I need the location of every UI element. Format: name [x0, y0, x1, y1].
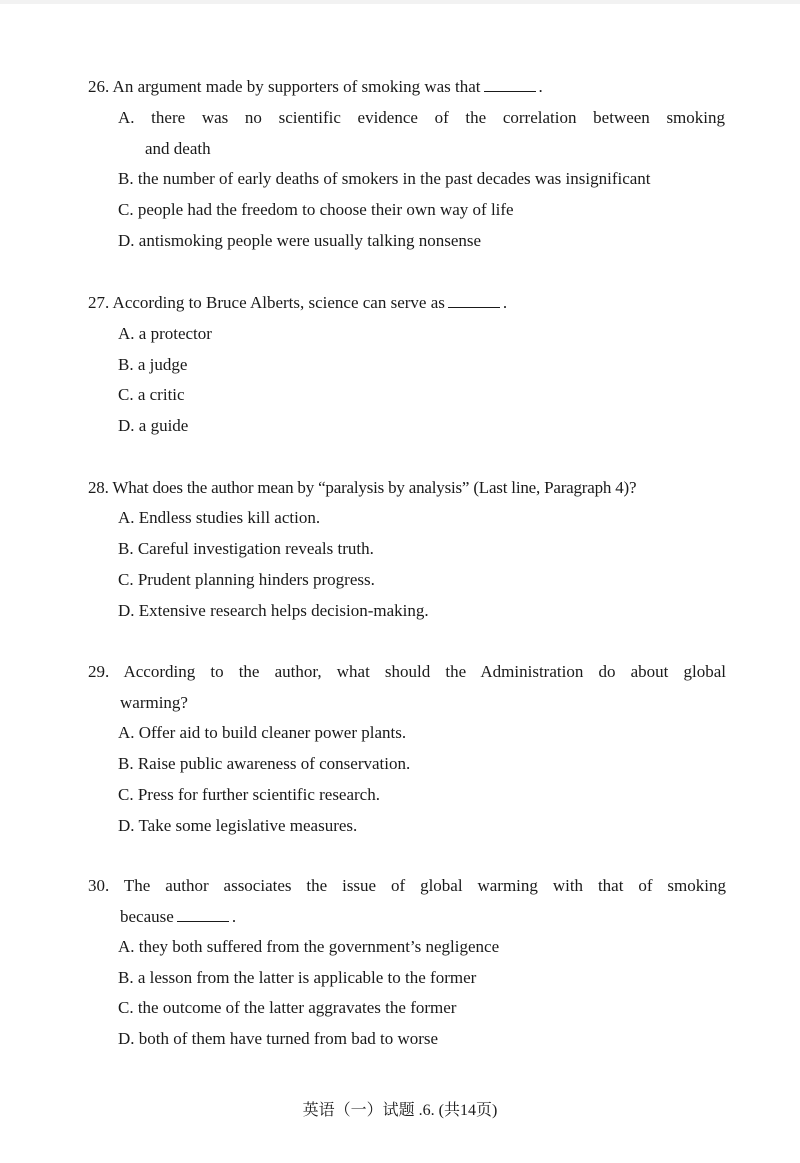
question-28-option-b: B. Careful investigation reveals truth. [118, 539, 374, 558]
question-30-option-b: B. a lesson from the latter is applicable to the former [118, 968, 477, 987]
question-26-stem [88, 76, 543, 98]
question-29-option-c: C. Press for further scientific research. [118, 785, 380, 804]
question-30-period: . [231, 907, 237, 926]
question-30-stem-continued [120, 906, 236, 928]
page-footer: 英语（一）试题 .6. (共14页) [302, 1102, 498, 1119]
question-26-period: . [538, 77, 543, 96]
answer-blank [177, 907, 229, 922]
answer-blank [484, 77, 536, 92]
question-27-option-b: B. a judge [118, 355, 188, 374]
question-26-text: 26. An argument made by supporters of smoking was that [88, 77, 481, 96]
question-27-stem [88, 292, 507, 314]
question-26-option-b: B. the number of early deaths of smokers in the past decades was insignificant [118, 169, 651, 188]
question-27-text: 27. According to Bruce Alberts, science can serve as [88, 293, 445, 312]
question-27-option-c: C. a critic [118, 385, 185, 404]
question-30-option-d: D. both of them have turned from bad to worse [118, 1029, 439, 1048]
question-30-because: because [120, 907, 174, 926]
top-edge [0, 0, 800, 4]
question-29-stem-continued: warming? [120, 693, 188, 712]
question-30-stem: 30. The author associates the issue of global warming with that of smoking [88, 876, 726, 895]
question-28-option-c: C. Prudent planning hinders progress. [118, 570, 375, 589]
question-28-option-d: D. Extensive research helps decision-making. [118, 601, 429, 620]
question-29-option-d: D. Take some legislative measures. [118, 816, 358, 835]
question-30-option-c: C. the outcome of the latter aggravates the former [118, 998, 457, 1017]
question-29-option-a: A. Offer aid to build cleaner power plants. [118, 723, 407, 742]
question-26-option-a-continued: and death [145, 139, 211, 158]
question-26-option-c: C. people had the freedom to choose their own way of life [118, 200, 514, 219]
question-26-option-a: A. there was no scientific evidence of the correlation between smoking [118, 108, 725, 127]
question-27-option-a: A. a protector [118, 324, 212, 343]
question-28-stem: 28. What does the author mean by “paralysis by analysis” (Last line, Paragraph 4)? [88, 478, 637, 497]
question-27-option-d: D. a guide [118, 416, 189, 435]
question-28-option-a: A. Endless studies kill action. [118, 508, 321, 527]
question-26-option-d: D. antismoking people were usually talking nonsense [118, 231, 482, 250]
question-29-option-b: B. Raise public awareness of conservation. [118, 754, 411, 773]
question-29-stem: 29. According to the author, what should the Administration do about global [88, 662, 726, 681]
question-30-option-a: A. they both suffered from the government’s negligence [118, 937, 500, 956]
answer-blank [448, 293, 500, 308]
question-27-period: . [502, 293, 508, 312]
